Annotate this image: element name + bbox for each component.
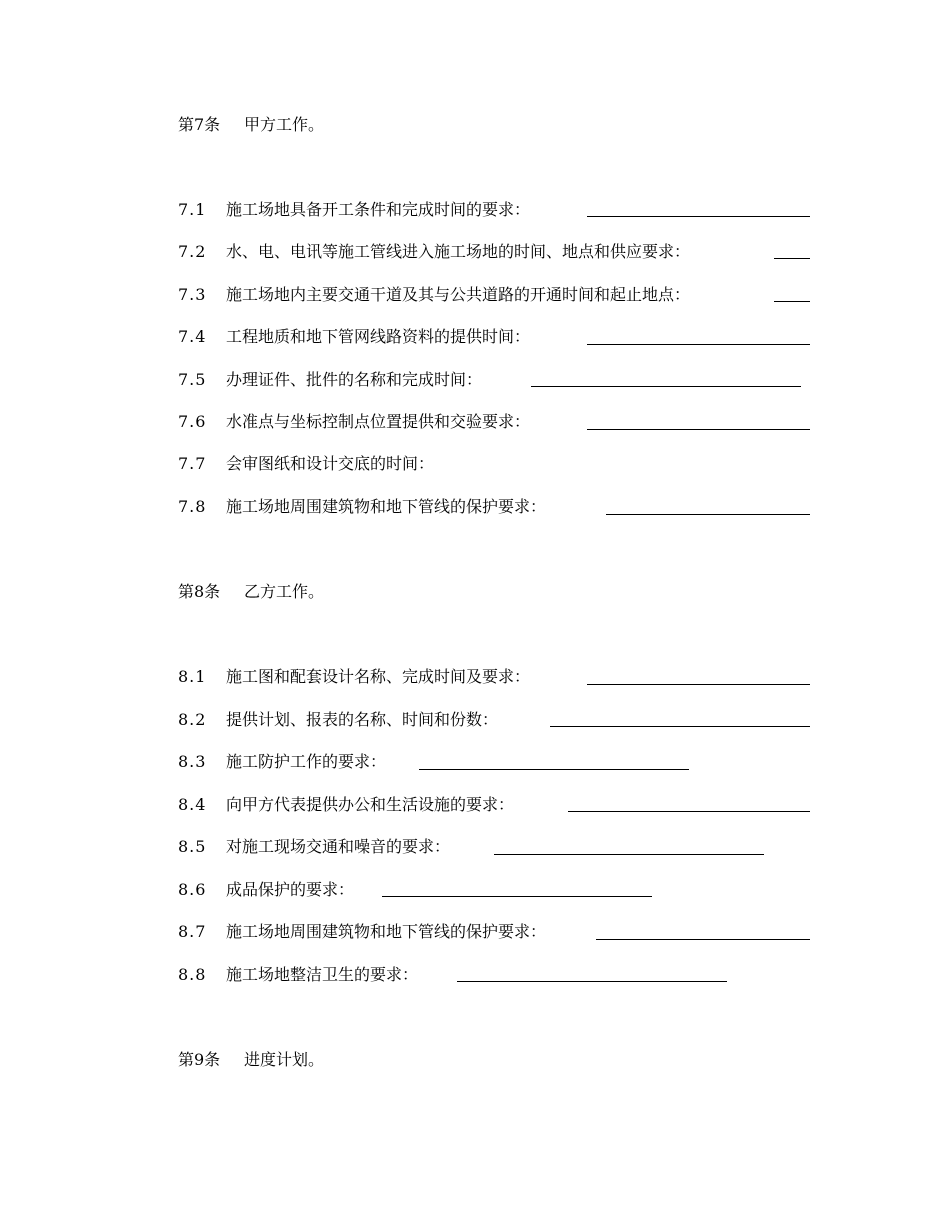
clause-text: 工程地质和地下管网线路资料的提供时间： [226,327,531,346]
fill-in-blank[interactable] [531,386,801,387]
section-title: 乙方工作。 [244,582,325,601]
clause-number: 8.3 [178,752,207,771]
fill-in-blank[interactable] [494,854,764,855]
clause-number: 7.7 [178,454,207,473]
clause-text: 对施工现场交通和噪音的要求： [226,837,451,856]
section-8-heading [178,581,324,603]
clause-number: 8.1 [178,667,207,686]
clause-text: 施工场地周围建筑物和地下管线的保护要求： [226,922,547,941]
clause-text: 施工防护工作的要求： [226,752,387,771]
section-title: 甲方工作。 [244,115,325,134]
clause-number: 7.2 [178,242,207,261]
clause-text: 施工场地具备开工条件和完成时间的要求： [226,200,531,219]
clause-number: 8.8 [178,965,207,984]
clause-number: 7.4 [178,327,207,346]
clause-text: 施工场地周围建筑物和地下管线的保护要求： [226,497,547,516]
clause-text: 办理证件、批件的名称和完成时间： [226,370,483,389]
fill-in-blank[interactable] [587,216,810,217]
clause-7-1 [178,199,530,221]
clause-8-2 [178,709,498,731]
clause-8-6 [178,879,354,901]
fill-in-blank[interactable] [419,769,689,770]
section-number: 第9条 [178,1050,221,1069]
fill-in-blank[interactable] [568,811,810,812]
section-7-heading [178,114,324,136]
clause-7-7 [178,453,434,475]
clause-text: 施工场地整洁卫生的要求： [226,965,419,984]
fill-in-blank[interactable] [382,896,652,897]
clause-8-5 [178,836,450,858]
clause-8-4 [178,794,514,816]
fill-in-blank[interactable] [550,726,810,727]
clause-text: 施工图和配套设计名称、完成时间及要求： [226,667,531,686]
clause-text: 水准点与坐标控制点位置提供和交验要求： [226,412,531,431]
clause-text: 向甲方代表提供办公和生活设施的要求： [226,795,515,814]
clause-text: 会审图纸和设计交底的时间： [226,454,435,473]
clause-number: 7.5 [178,370,207,389]
section-title: 进度计划。 [244,1050,325,1069]
clause-8-3 [178,751,386,773]
clause-number: 7.1 [178,200,207,219]
clause-7-3 [178,284,690,306]
fill-in-blank[interactable] [587,684,810,685]
clause-8-1 [178,666,530,688]
fill-in-blank[interactable] [774,301,810,302]
clause-number: 8.5 [178,837,207,856]
clause-7-4 [178,326,530,348]
clause-number: 7.8 [178,497,207,516]
fill-in-blank[interactable] [606,514,810,515]
clause-number: 8.7 [178,922,207,941]
clause-number: 8.2 [178,710,207,729]
clause-number: 7.6 [178,412,207,431]
clause-7-2 [178,241,690,263]
fill-in-blank[interactable] [774,258,810,259]
clause-7-6 [178,411,530,433]
clause-8-8 [178,964,418,986]
clause-7-5 [178,369,482,391]
clause-number: 7.3 [178,285,207,304]
fill-in-blank[interactable] [587,344,810,345]
clause-text: 水、电、电讯等施工管线进入施工场地的时间、地点和供应要求： [226,242,691,261]
clause-text: 提供计划、报表的名称、时间和份数： [226,710,499,729]
clause-text: 施工场地内主要交通干道及其与公共道路的开通时间和起止地点： [226,285,691,304]
clause-number: 8.6 [178,880,207,899]
section-number: 第7条 [178,115,221,134]
clause-8-7 [178,921,546,943]
fill-in-blank[interactable] [587,429,810,430]
clause-number: 8.4 [178,795,207,814]
fill-in-blank[interactable] [596,939,810,940]
section-9-heading [178,1049,324,1071]
clause-7-8 [178,496,546,518]
fill-in-blank[interactable] [457,981,727,982]
clause-text: 成品保护的要求： [226,880,355,899]
section-number: 第8条 [178,582,221,601]
